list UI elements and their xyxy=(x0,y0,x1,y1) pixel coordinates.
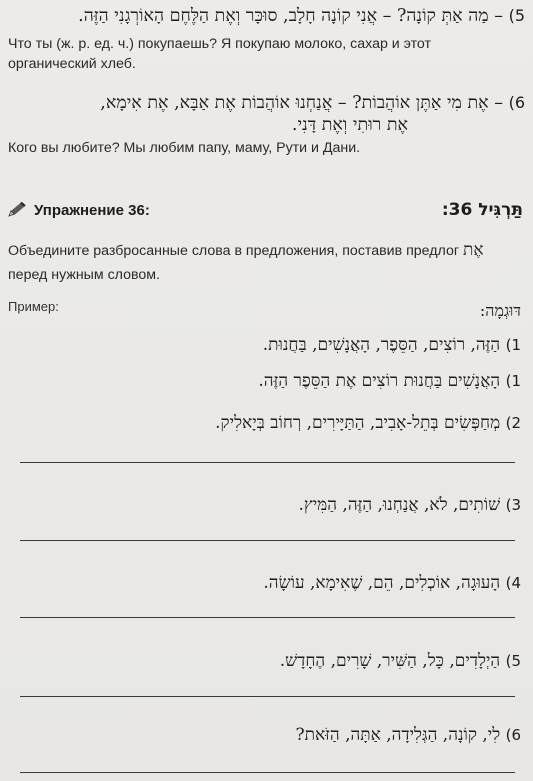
item-words: הַיְלָדִים, כָּל, הַשִּׁיר, שָׁרִים, הֶחָדָשׁ. xyxy=(279,651,501,671)
exercise-header-ru xyxy=(6,198,150,222)
answer-line-4[interactable] xyxy=(20,617,515,618)
item-number: 4) xyxy=(505,574,521,592)
exercise-item-1-example-words xyxy=(263,332,521,358)
item-words: לִי, קוֹנָה, הַגְּלִידָה, אַתָּה, הַזֹּאת? xyxy=(295,725,501,745)
answer-line-2[interactable] xyxy=(20,462,515,463)
exercise-item-2 xyxy=(215,410,521,436)
top-item-5-russian: Что ты (ж. р. ед. ч.) покупаешь? Я покупаю молоко, сахар и этот органический хлеб. xyxy=(8,36,432,72)
answer-line-3[interactable] xyxy=(20,540,515,541)
answer-line-5[interactable] xyxy=(20,696,515,697)
item-words: מְחַפְּשִׂים בְּתֵל-אָבִיב, הַתַּיָּירִים, רְחוֹב בְּיָאלִיק. xyxy=(215,413,501,433)
top-item-6-number: 6) xyxy=(508,93,525,112)
instruction-text-2: перед нужным словом. xyxy=(8,267,160,283)
answer-line-6[interactable] xyxy=(20,772,515,773)
example-label-ru: Пример: xyxy=(8,299,59,314)
item-words: שׁוֹתִים, לֹא, אֲנַחְנוּ, הַזֶּה, הַמִּיץ. xyxy=(298,495,501,515)
item-words: הַזֶּה, רוֹצִים, הַסֵּפֶר, הָאֲנָשִׁים, בַּחֲנוּת. xyxy=(262,335,501,355)
exercise-item-3 xyxy=(298,492,521,518)
item-number: 6) xyxy=(505,726,521,744)
top-item-5-text: – מַה אַתְּ קוֹנָה? – אֲנִי קוֹנָה חָלָב, סוּכָּר וְאֶת הַלֶּחֶם הָאוֹרְגָנִי הַזֶּה. xyxy=(78,6,503,26)
item-number: 5) xyxy=(505,652,521,670)
example-label-he: דּוּגְמָה: xyxy=(479,301,521,320)
item-number: 1) xyxy=(505,372,521,390)
item-number: 1) xyxy=(505,336,521,354)
exercise-item-4 xyxy=(263,570,521,596)
item-words: הָעוּגָה, אוֹכְלִים, הֵם, שֶׁאִימָא, עוֹשָׂה. xyxy=(263,573,501,593)
exercise-title-ru: Упражнение 36: xyxy=(34,201,150,219)
item-number: 3) xyxy=(505,496,521,514)
top-item-6-hebrew-line-2: אֶת רוּתִי וְאֶת דָּנִי. xyxy=(291,115,408,135)
exercise-item-1-example-answer xyxy=(258,368,521,394)
item-sentence: הָאֲנָשִׁים בַּחֲנוּת רוֹצִים אֶת הַסֵּפֶר הַזֶּה. xyxy=(258,371,501,391)
exercise-instruction xyxy=(8,238,528,287)
exercise-title-he: תַּרְגִּיל 36: xyxy=(441,200,523,220)
top-item-6-text: – אֶת מִי אַתֶּן אוֹהֲבוֹת? – אֲנַחְנוּ אוֹהֲבוֹת אֶת אַבָּא, אֶת אִימָא, xyxy=(100,93,503,113)
pencil-icon xyxy=(6,201,28,219)
exercise-item-6 xyxy=(295,722,521,748)
item-number: 2) xyxy=(505,414,521,432)
top-item-5-number: 5) xyxy=(508,6,525,25)
exercise-item-5 xyxy=(280,648,521,674)
instruction-text-1: Объедините разбросанные слова в предложения, поставив предлог xyxy=(8,243,460,259)
top-item-5-hebrew xyxy=(8,2,525,30)
top-item-6-russian: Кого вы любите? Мы любим папу, маму, Рути и Дани. xyxy=(8,140,361,156)
instruction-preposition-he: אֶת xyxy=(462,240,484,260)
